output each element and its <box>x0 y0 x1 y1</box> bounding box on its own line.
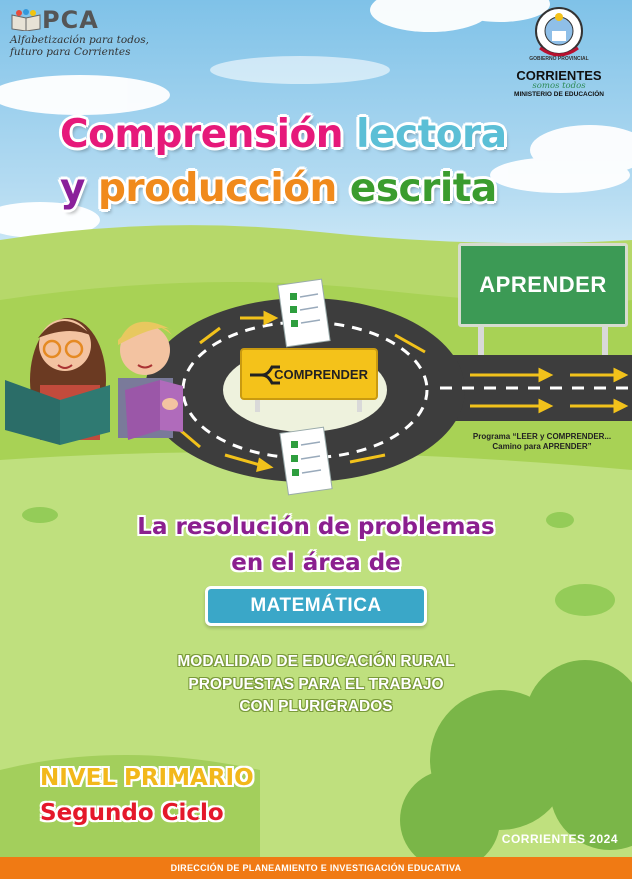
title-word-produccion: producción <box>98 166 337 211</box>
footer-bar <box>0 857 632 879</box>
pca-tagline-line2: futuro para Corrientes <box>10 46 131 58</box>
modalidad-line3: CON PLURIGRADOS <box>239 698 393 715</box>
merge-arrow-icon <box>248 362 282 388</box>
comprender-sign <box>240 348 378 400</box>
ciclo-label: Segundo Ciclo <box>40 800 224 826</box>
main-title-line1 <box>60 112 507 157</box>
subtitle-line2: en el área de <box>231 550 401 576</box>
pca-tagline-line1: Alfabetización para todos, <box>10 34 149 46</box>
title-word-lectora: lectora <box>356 112 507 157</box>
area-badge <box>205 586 427 626</box>
subtitle-line1: La resolución de problemas <box>137 514 495 540</box>
modalidad-line2: PROPUESTAS PARA EL TRABAJO <box>188 676 444 693</box>
modalidad-line1: MODALIDAD DE EDUCACIÓN RURAL <box>177 653 455 670</box>
comprender-sign-label: COMPRENDER <box>274 366 368 382</box>
title-word-comprension: Comprensión <box>60 112 344 157</box>
pca-logo <box>10 6 160 58</box>
footer-text: DIRECCIÓN DE PLANEAMIENTO E INVESTIGACIÓN EDUCATIVA <box>170 863 462 873</box>
aprender-sign <box>458 243 628 327</box>
provincial-seal-icon <box>534 4 584 62</box>
title-word-escrita: escrita <box>349 166 497 211</box>
seal-label: GOBIERNO PROVINCIAL <box>529 56 589 62</box>
nivel-label: NIVEL PRIMARIO <box>40 765 254 791</box>
gov-name: CORRIENTES <box>516 68 602 83</box>
year-label: CORRIENTES 2024 <box>501 832 618 846</box>
pca-logo-text: PCA <box>42 6 99 34</box>
programa-caption <box>452 432 632 452</box>
main-title-line2 <box>60 166 497 211</box>
government-logo <box>500 4 618 98</box>
programa-line1: Programa “LEER y COMPRENDER... <box>472 432 612 441</box>
title-word-y: y <box>60 166 85 211</box>
programa-line2: Camino para APRENDER” <box>492 442 592 451</box>
checklist-paper-bottom <box>280 427 332 495</box>
area-badge-label: MATEMÁTICA <box>250 595 382 616</box>
aprender-sign-label: APRENDER <box>479 272 607 297</box>
ministry-label: MINISTERIO DE EDUCACIÓN <box>514 91 604 98</box>
checklist-paper-top <box>278 279 330 347</box>
open-book-icon <box>10 9 42 31</box>
gov-slogan: somos todos <box>532 81 586 91</box>
pca-logo-mark <box>10 6 160 34</box>
